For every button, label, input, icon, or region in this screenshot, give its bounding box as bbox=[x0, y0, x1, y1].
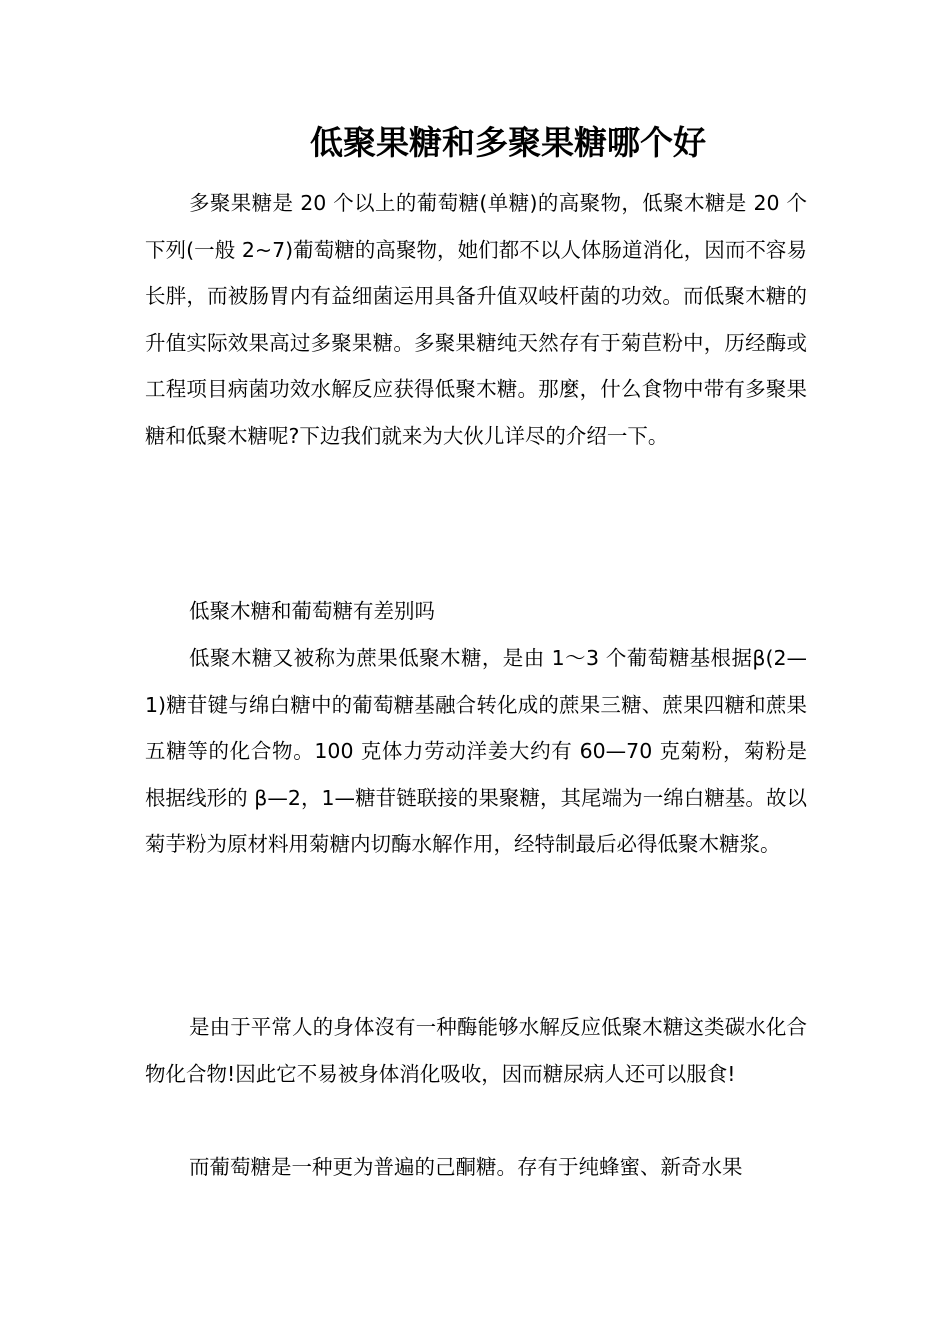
paragraph-glucose: 而葡萄糖是一种更为普遍的己酮糖。存有于纯蜂蜜、新奇水果 bbox=[189, 1155, 743, 1179]
paragraph-reason: 是由于平常人的身体沒有一种酶能够水解反应低聚木糖这类碳水化合物化合物!因此它不易被身体消化吸收，因而糖尿病人还可以服食! bbox=[145, 1015, 807, 1086]
section-heading: 低聚木糖和葡萄糖有差别吗 bbox=[189, 599, 435, 623]
document-title: 低聚果糖和多聚果糖哪个好 bbox=[310, 123, 706, 162]
paragraph-intro: 多聚果糖是 20 个以上的葡萄糖(单糖)的高聚物，低聚木糖是 20 个下列(一般 2~7)葡萄糖的高聚物，她们都不以人体肠道消化，因而不容易长胖，而被肠胃内有益细菌运用具备升值双岐杆菌的功效。而低聚木糖的升值实际效果高过多聚果糖。多聚果糖纯天然存有于菊苣粉中，历经酶或工程项目病菌功效水解反应获得低聚木糖。那麼，什么食物中带有多聚果糖和低聚木糖呢?下边我们就来为大伙儿详尽的介绍一下。 bbox=[145, 191, 807, 448]
paragraph-definition: 低聚木糖又被称为蔗果低聚木糖，是由 1～3 个葡萄糖基根据β(2—1)糖苷键与绵白糖中的葡萄糖基融合转化成的蔗果三糖、蔗果四糖和蔗果五糖等的化合物。100 克体力劳动洋姜大约有 60—70 克菊粉，菊粉是根据线形的 β—2，1—糖苷链联接的果聚糖，其尾端为一绵白糖基。故以菊芋粉为原材料用菊糖内切酶水解作用，经特制最后必得低聚木糖浆。 bbox=[145, 646, 807, 856]
